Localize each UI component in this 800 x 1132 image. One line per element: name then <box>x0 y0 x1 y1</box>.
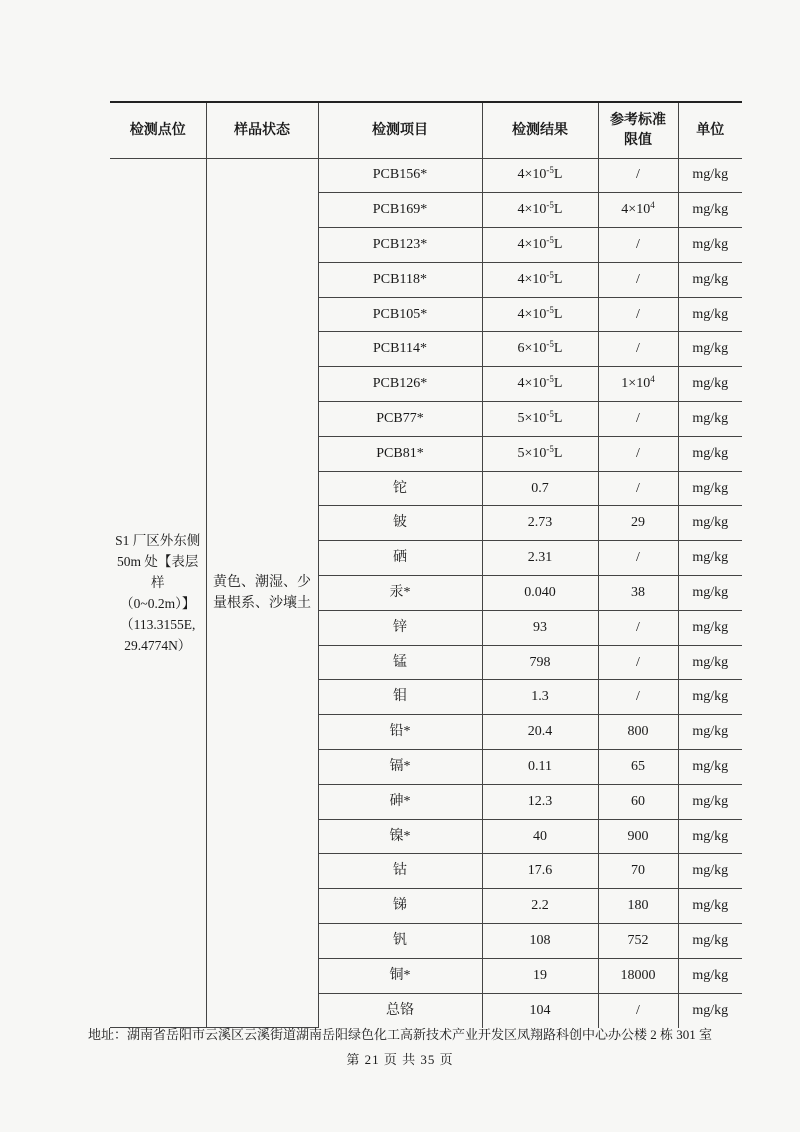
item-cell: 铊 <box>318 471 482 506</box>
limit-cell <box>598 958 678 993</box>
item-cell: 镉* <box>318 750 482 785</box>
result-suffix: L <box>553 341 563 357</box>
location-line: （0~0.2m）】 <box>120 595 196 611</box>
table-row <box>110 158 742 193</box>
limit-exponent: 4 <box>650 200 655 211</box>
item-cell: 钒 <box>318 924 482 959</box>
limit-base: 1×10 <box>621 376 651 392</box>
header-limit-line2: 限值 <box>624 132 652 149</box>
result-cell <box>482 158 598 193</box>
result-base: 2.73 <box>527 515 553 531</box>
unit-cell: mg/kg <box>678 889 742 924</box>
limit-cell <box>598 924 678 959</box>
test-results-table <box>110 101 742 1028</box>
unit-cell: mg/kg <box>678 819 742 854</box>
result-cell <box>482 784 598 819</box>
result-cell <box>482 750 598 785</box>
item-cell: 铜* <box>318 958 482 993</box>
limit-cell <box>598 297 678 332</box>
limit-base: 4×10 <box>621 202 651 218</box>
item-cell: 钴 <box>318 854 482 889</box>
unit-cell: mg/kg <box>678 576 742 611</box>
item-cell: 镍* <box>318 819 482 854</box>
result-base: 5×10 <box>517 410 547 426</box>
result-cell <box>482 262 598 297</box>
result-suffix: L <box>553 167 563 183</box>
unit-cell: mg/kg <box>678 645 742 680</box>
unit-cell: mg/kg <box>678 436 742 471</box>
result-exponent: -5 <box>546 200 554 211</box>
result-exponent: -5 <box>546 269 554 280</box>
limit-cell <box>598 680 678 715</box>
sample-state-line: 黄色、潮湿、少 <box>213 574 311 590</box>
item-cell: 锑 <box>318 889 482 924</box>
item-cell: 锌 <box>318 610 482 645</box>
item-cell: PCB118* <box>318 262 482 297</box>
limit-cell <box>598 645 678 680</box>
unit-cell: mg/kg <box>678 958 742 993</box>
item-cell: PCB169* <box>318 193 482 228</box>
result-base: 17.6 <box>527 863 553 879</box>
result-cell <box>482 193 598 228</box>
result-cell <box>482 576 598 611</box>
limit-cell <box>598 715 678 750</box>
result-base: 5×10 <box>517 445 547 461</box>
item-cell: 锰 <box>318 645 482 680</box>
limit-cell <box>598 819 678 854</box>
result-cell <box>482 436 598 471</box>
unit-cell: mg/kg <box>678 924 742 959</box>
item-cell: 硒 <box>318 541 482 576</box>
limit-base: / <box>636 271 640 287</box>
unit-cell: mg/kg <box>678 750 742 785</box>
footer-address: 地址：湖南省岳阳市云溪区云溪街道湖南岳阳绿色化工高新技术产业开发区凤翔路科创中心办公楼 2 栋 301 室 <box>87 1027 712 1042</box>
result-cell <box>482 854 598 889</box>
result-cell <box>482 471 598 506</box>
result-base: 4×10 <box>517 271 547 287</box>
unit-cell: mg/kg <box>678 610 742 645</box>
item-cell: 总铬 <box>318 993 482 1028</box>
limit-base: / <box>636 480 640 496</box>
result-base: 93 <box>533 619 547 635</box>
result-cell <box>482 924 598 959</box>
item-cell: 砷* <box>318 784 482 819</box>
result-base: 108 <box>529 932 551 948</box>
result-cell <box>482 367 598 402</box>
limit-cell <box>598 993 678 1028</box>
limit-base: 38 <box>631 584 645 600</box>
limit-cell <box>598 576 678 611</box>
header-item: 检测项目 <box>318 102 482 158</box>
result-cell <box>482 958 598 993</box>
limit-cell <box>598 610 678 645</box>
limit-base: 60 <box>631 793 645 809</box>
result-cell <box>482 819 598 854</box>
result-base: 798 <box>529 654 551 670</box>
result-exponent: -5 <box>546 165 554 176</box>
item-cell: 铍 <box>318 506 482 541</box>
unit-cell: mg/kg <box>678 297 742 332</box>
item-cell: PCB77* <box>318 402 482 437</box>
item-cell: PCB123* <box>318 228 482 263</box>
result-base: 19 <box>533 967 547 983</box>
limit-base: 70 <box>631 863 645 879</box>
limit-base: / <box>636 410 640 426</box>
sample-state-line: 量根系、沙壤土 <box>213 595 311 611</box>
limit-cell <box>598 854 678 889</box>
unit-cell: mg/kg <box>678 193 742 228</box>
limit-exponent: 4 <box>650 374 655 385</box>
limit-base: / <box>636 306 640 322</box>
limit-cell <box>598 506 678 541</box>
header-limit <box>598 102 678 158</box>
limit-cell <box>598 889 678 924</box>
header-result: 检测结果 <box>482 102 598 158</box>
location-line: 50m 处【表层样 <box>117 553 199 590</box>
result-base: 2.2 <box>531 898 549 914</box>
result-exponent: -5 <box>546 339 554 350</box>
limit-cell <box>598 158 678 193</box>
table-body <box>110 158 742 1028</box>
result-base: 4×10 <box>517 167 547 183</box>
result-exponent: -5 <box>546 374 554 385</box>
unit-cell: mg/kg <box>678 228 742 263</box>
limit-base: / <box>636 236 640 252</box>
result-cell <box>482 228 598 263</box>
result-cell <box>482 402 598 437</box>
unit-cell: mg/kg <box>678 715 742 750</box>
result-exponent: -5 <box>546 408 554 419</box>
limit-cell <box>598 750 678 785</box>
result-exponent: -5 <box>546 234 554 245</box>
limit-cell <box>598 784 678 819</box>
result-suffix: L <box>553 202 563 218</box>
item-cell: PCB156* <box>318 158 482 193</box>
unit-cell: mg/kg <box>678 993 742 1028</box>
result-suffix: L <box>553 445 563 461</box>
item-cell: 铅* <box>318 715 482 750</box>
unit-cell: mg/kg <box>678 854 742 889</box>
result-base: 0.7 <box>531 480 549 496</box>
limit-cell <box>598 332 678 367</box>
limit-cell <box>598 367 678 402</box>
limit-cell <box>598 436 678 471</box>
result-cell <box>482 541 598 576</box>
limit-base: 752 <box>627 932 649 948</box>
limit-base: / <box>636 689 640 705</box>
header-unit: 单位 <box>678 102 742 158</box>
result-base: 0.11 <box>528 758 552 774</box>
limit-cell <box>598 541 678 576</box>
result-suffix: L <box>553 236 563 252</box>
limit-cell <box>598 471 678 506</box>
result-suffix: L <box>553 376 563 392</box>
result-base: 4×10 <box>517 236 547 252</box>
location-line: 29.4774N） <box>124 637 192 653</box>
unit-cell: mg/kg <box>678 471 742 506</box>
limit-base: / <box>636 619 640 635</box>
unit-cell: mg/kg <box>678 367 742 402</box>
limit-base: / <box>636 1002 640 1018</box>
result-base: 6×10 <box>517 341 547 357</box>
result-cell <box>482 645 598 680</box>
header-limit-line1: 参考标准 <box>610 112 666 129</box>
result-base: 104 <box>529 1002 551 1018</box>
result-cell <box>482 993 598 1028</box>
result-base: 40 <box>533 828 547 844</box>
item-cell: PCB126* <box>318 367 482 402</box>
unit-cell: mg/kg <box>678 506 742 541</box>
item-cell: 钼 <box>318 680 482 715</box>
result-cell <box>482 332 598 367</box>
limit-cell <box>598 262 678 297</box>
result-exponent: -5 <box>546 304 554 315</box>
limit-base: / <box>636 167 640 183</box>
page-number: 第 21 页 共 35 页 <box>346 1052 454 1067</box>
result-base: 2.31 <box>527 550 553 566</box>
limit-base: 800 <box>627 724 649 740</box>
unit-cell: mg/kg <box>678 680 742 715</box>
result-suffix: L <box>553 410 563 426</box>
result-base: 4×10 <box>517 376 547 392</box>
location-line: （113.3155E, <box>120 616 196 632</box>
limit-base: 65 <box>631 758 645 774</box>
item-cell: 汞* <box>318 576 482 611</box>
result-cell <box>482 297 598 332</box>
result-exponent: -5 <box>546 443 554 454</box>
location-cell <box>110 158 206 1028</box>
limit-base: / <box>636 654 640 670</box>
limit-base: / <box>636 445 640 461</box>
result-base: 12.3 <box>527 793 553 809</box>
item-cell: PCB114* <box>318 332 482 367</box>
result-suffix: L <box>553 271 563 287</box>
limit-base: / <box>636 341 640 357</box>
limit-cell <box>598 193 678 228</box>
unit-cell: mg/kg <box>678 784 742 819</box>
location-line: S1 厂区外东侧 <box>115 532 201 548</box>
unit-cell: mg/kg <box>678 332 742 367</box>
unit-cell: mg/kg <box>678 262 742 297</box>
limit-cell <box>598 228 678 263</box>
result-cell <box>482 680 598 715</box>
result-base: 0.040 <box>524 584 556 600</box>
limit-cell <box>598 402 678 437</box>
limit-base: 180 <box>627 898 649 914</box>
result-cell <box>482 506 598 541</box>
unit-cell: mg/kg <box>678 402 742 437</box>
item-cell: PCB105* <box>318 297 482 332</box>
limit-base: / <box>636 550 640 566</box>
limit-base: 900 <box>627 828 649 844</box>
header-location: 检测点位 <box>110 102 206 158</box>
result-cell <box>482 889 598 924</box>
unit-cell: mg/kg <box>678 541 742 576</box>
sample-state-cell <box>206 158 318 1028</box>
unit-cell: mg/kg <box>678 158 742 193</box>
limit-base: 18000 <box>620 967 656 983</box>
header-sample-state: 样品状态 <box>206 102 318 158</box>
result-cell <box>482 715 598 750</box>
result-cell <box>482 610 598 645</box>
limit-base: 29 <box>631 515 645 531</box>
table-header-row <box>110 102 742 158</box>
result-base: 4×10 <box>517 202 547 218</box>
result-base: 1.3 <box>531 689 549 705</box>
result-base: 20.4 <box>527 724 553 740</box>
result-suffix: L <box>553 306 563 322</box>
result-base: 4×10 <box>517 306 547 322</box>
item-cell: PCB81* <box>318 436 482 471</box>
